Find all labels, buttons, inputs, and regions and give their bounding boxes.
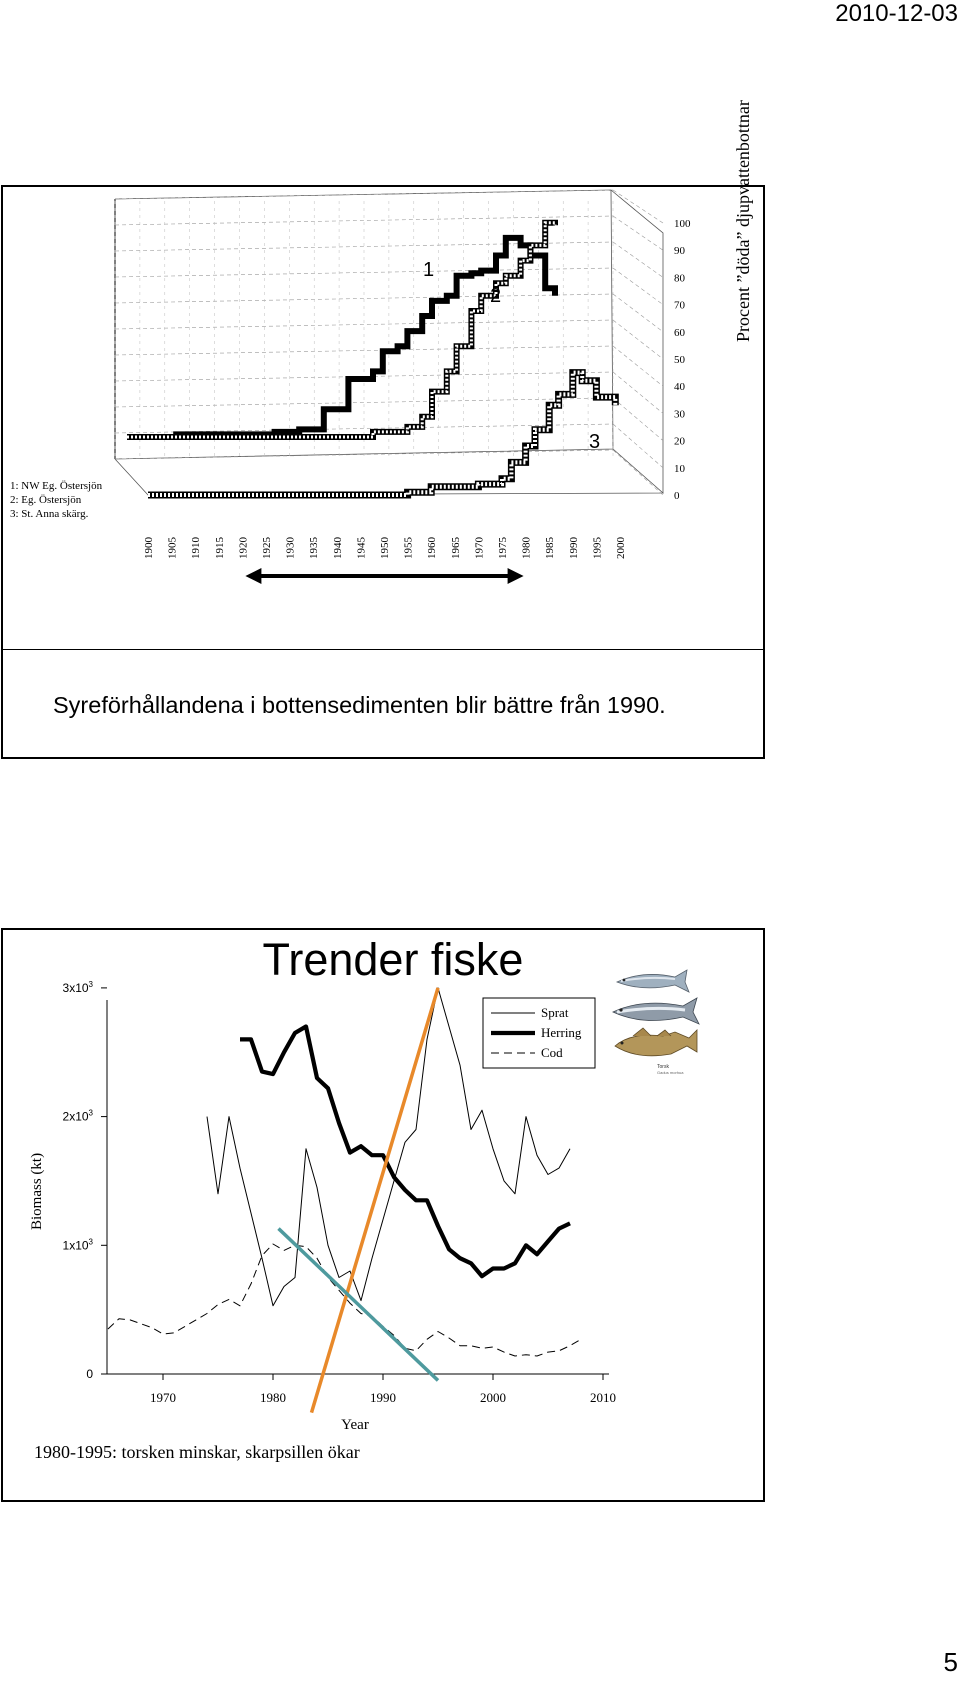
chart1-xtick-label: 1930: [284, 537, 297, 559]
slide2-caption: 1980-1995: torsken minskar, skarpsillen ökar: [34, 1442, 360, 1462]
chart2-xtick-label: 1990: [370, 1390, 396, 1405]
chart1-gridline-side: [613, 190, 663, 223]
chart2-ytick-label: 0: [86, 1367, 93, 1381]
chart1-xtick-label: 1915: [213, 537, 226, 559]
chart1-ytick-label: 0: [674, 490, 680, 502]
chart1-ytick-label: 10: [674, 462, 685, 475]
chart1-ytick-label: 40: [674, 381, 685, 394]
chart1-ytick-label: 90: [674, 245, 685, 258]
chart1-xtick-label: 1910: [190, 537, 203, 559]
chart1-xtick-label: 1990: [567, 537, 580, 559]
chart1-xtick-label: 1980: [520, 537, 533, 559]
chart1-ytick-label: 20: [674, 435, 685, 448]
slide1-caption: Syreförhållandena i bottensedimenten blir bättre från 1990.: [53, 692, 666, 718]
chart1-ytick-label: 30: [674, 408, 685, 421]
legend-item-1: 1: NW Eg. Östersjön: [10, 480, 103, 492]
chart1-ytick-label: 70: [674, 299, 685, 312]
legend-item-2: 2: Eg. Östersjön: [10, 494, 82, 506]
chart1-xtick-label: 1920: [237, 537, 250, 559]
chart1-ytick-label: 50: [674, 354, 685, 366]
chart1-gridline-side: [613, 450, 663, 495]
chart1-xtick-label: 1925: [261, 537, 273, 559]
chart1-gridline-side: [613, 242, 663, 277]
chart2-xtick-label: 1970: [150, 1390, 176, 1405]
chart1-gridline-side: [613, 320, 663, 359]
chart1-gridline-side: [613, 424, 663, 468]
herring-fish-image: [613, 998, 699, 1024]
chart2-x-label: Year: [341, 1417, 369, 1433]
chart1-xtick-label: 1975: [497, 537, 509, 559]
chart1-legend: [10, 479, 102, 521]
chart1-xtick-label: 1905: [166, 537, 179, 559]
sprat-fish-image: [617, 970, 689, 992]
legend-item-3: 3: St. Anna skärg.: [10, 508, 89, 520]
slide-fish-trends: [1, 928, 765, 1502]
chart1-right-wall: [611, 190, 663, 493]
chart1-gridline-side: [613, 398, 663, 441]
chart1-xtick-label: 1935: [308, 537, 321, 559]
chart1-xtick-label: 1950: [379, 537, 391, 559]
slide-oxygen: [1, 100, 765, 759]
oxygen-chart: [3, 187, 763, 649]
chart1-series-label: 1: [423, 259, 435, 281]
chart1-series-2-line: [127, 223, 555, 437]
page-number: 5: [943, 1647, 958, 1677]
slide2-title: Trender fiske: [262, 934, 524, 985]
fish-illustrations: [613, 960, 703, 1080]
chart2-xtick-label: 2010: [590, 1390, 616, 1405]
chart1-series-label: 3: [589, 431, 601, 453]
chart1-gridline-side: [613, 372, 663, 413]
chart1-xtick-label: 1955: [402, 537, 415, 559]
fish-caption-1: Torsk: [657, 1064, 669, 1070]
chart2-legend-label: Herring: [541, 1025, 582, 1040]
chart1-gridline-side: [613, 216, 663, 250]
chart1-series-2-fill: [127, 223, 555, 437]
chart1-series-label: 2: [490, 285, 502, 307]
chart1-arrow-head-right: [508, 568, 524, 584]
chart2-legend-label: Cod: [541, 1045, 563, 1060]
chart1-gridline-side: [613, 346, 663, 386]
chart1-y-label: Procent ”döda” djupvattenbottnar: [733, 100, 753, 342]
fish-caption-2: Gadus morhua: [657, 1070, 684, 1075]
chart2-ytick-label: $3x10^3$: [62, 979, 93, 995]
chart1-ytick-label: 100: [674, 218, 691, 230]
chart2-ytick-label: $1x10^3$: [62, 1237, 93, 1253]
chart1-gridline-side: [613, 268, 663, 305]
chart1-xtick-label: 1995: [591, 537, 604, 559]
chart1-xtick-label: 1945: [355, 537, 368, 559]
chart1-arrow-head-left: [245, 568, 261, 584]
chart1-xtick-label: 1940: [331, 537, 344, 559]
chart1-ytick-label: 80: [674, 272, 685, 285]
chart2-legend-label: Sprat: [541, 1005, 569, 1020]
page-date: 2010-12-03: [835, 0, 958, 27]
chart1-xtick-label: 1900: [143, 537, 155, 559]
chart1-xtick-label: 1970: [473, 537, 486, 559]
chart2-xtick-label: 1980: [260, 1390, 286, 1405]
slide-divider: [3, 649, 763, 650]
chart1-xtick-label: 1960: [426, 537, 439, 559]
chart2-y-label: Biomass (kt): [29, 1152, 45, 1230]
cod-fish-image: [615, 1028, 697, 1056]
chart1-series-1-line: [127, 238, 555, 437]
chart2-ytick-label: $2x10^3$: [62, 1108, 93, 1124]
chart2-xtick-label: 2000: [480, 1390, 506, 1405]
chart1-xtick-label: 2000: [615, 537, 627, 559]
chart1-xtick-label: 1965: [449, 537, 462, 559]
chart1-ytick-label: 60: [674, 326, 685, 339]
chart1-xtick-label: 1985: [544, 537, 557, 559]
